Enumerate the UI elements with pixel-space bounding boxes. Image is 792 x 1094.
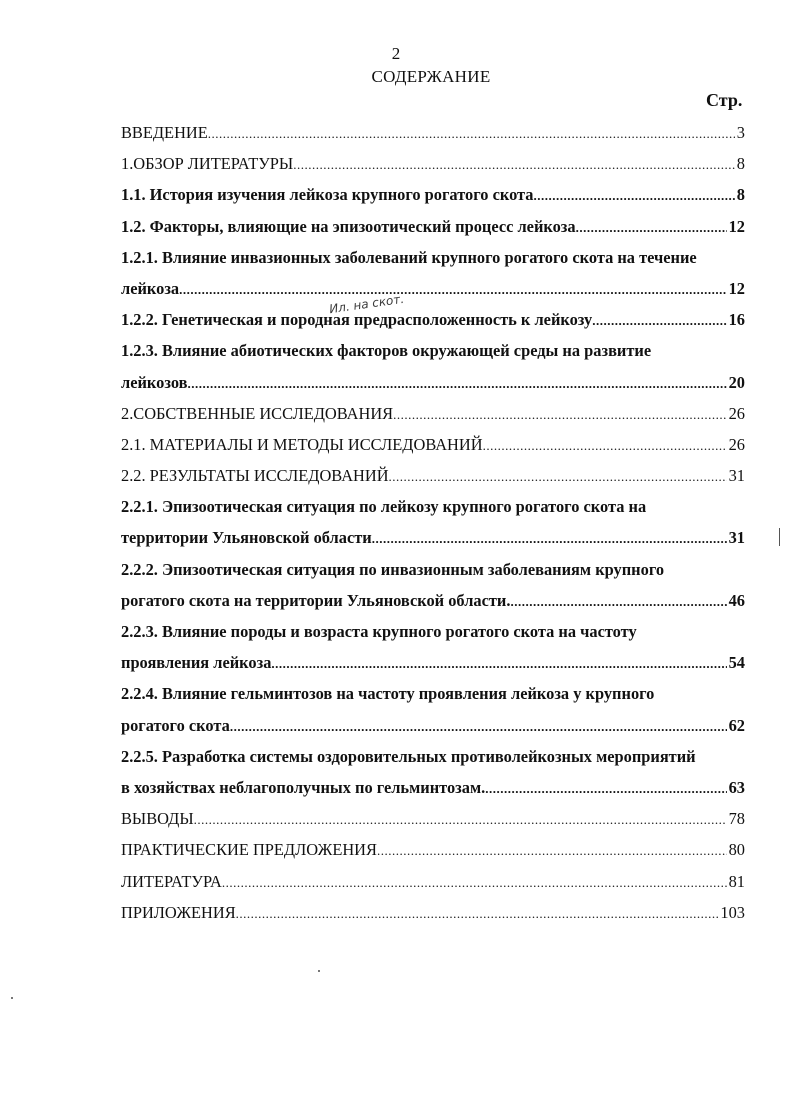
toc-page-number: 78 — [728, 809, 745, 829]
dot-leader — [534, 180, 735, 211]
toc-entry-text: 2.1. МАТЕРИАЛЫ И МЕТОДЫ ИССЛЕДОВАНИЙ — [121, 434, 483, 454]
dot-leader — [293, 149, 735, 180]
toc-page-number: 31 — [728, 528, 745, 548]
scan-speck — [11, 997, 13, 999]
toc-line — [121, 585, 745, 616]
margin-mark — [779, 528, 780, 546]
dot-leader — [187, 368, 726, 399]
toc-page-number: 26 — [728, 403, 745, 423]
toc-entry-text: 2.2.2. Эпизоотическая ситуация по инвазионным заболеваниям крупного — [121, 559, 665, 579]
toc-line — [121, 242, 745, 273]
toc-line — [121, 117, 745, 148]
toc-page-number: 31 — [728, 466, 745, 486]
toc-page-number: 12 — [728, 216, 745, 236]
dot-leader — [510, 586, 726, 617]
toc-entry-text: рогатого скота на территории Ульяновской области. — [121, 590, 511, 610]
toc-entry-text: в хозяйствах неблагополучных по гельминтозам. — [121, 777, 486, 797]
dot-leader — [483, 430, 727, 461]
toc-line — [121, 211, 745, 242]
dot-leader — [222, 867, 727, 898]
toc-entry — [121, 803, 745, 834]
toc-entry — [121, 398, 745, 429]
toc-entry-text: ПРИЛОЖЕНИЯ — [121, 902, 236, 922]
dot-leader — [236, 898, 719, 929]
toc-entry-text: территории Ульяновской области — [121, 528, 372, 548]
toc-entry-text: лейкоза — [121, 278, 180, 298]
page-number: 2 — [391, 44, 401, 63]
page-title: СОДЕРЖАНИЕ — [371, 67, 491, 86]
toc-page-number: 46 — [728, 590, 745, 610]
dot-leader — [179, 274, 726, 305]
toc-line — [121, 335, 745, 366]
toc-entry-text: ВВЕДЕНИЕ — [121, 123, 208, 142]
toc-entry — [121, 304, 745, 335]
toc-entry — [121, 491, 745, 553]
toc-entry — [121, 678, 745, 740]
dot-leader — [377, 835, 727, 866]
toc-entry-text: 2.2.3. Влияние породы и возраста крупного рогатого скота на частоту — [121, 622, 637, 641]
page-column-header: Стр. — [706, 90, 743, 110]
toc-page-number: 62 — [728, 715, 745, 735]
toc-entry-text: 1.2.2. Генетическая и породная предрасположенность к лейкозу — [121, 310, 593, 330]
toc-line — [121, 367, 745, 398]
toc-entry — [121, 335, 745, 397]
toc-entry-text: 1.2.1. Влияние инвазионных заболеваний крупного рогатого скота на течение — [121, 247, 697, 267]
toc-line — [121, 710, 745, 741]
toc-page-number: 20 — [728, 372, 745, 392]
dot-leader — [208, 118, 735, 149]
dot-leader — [592, 305, 726, 336]
toc-entry — [121, 741, 745, 803]
toc-line — [121, 772, 745, 803]
scan-speck — [318, 970, 320, 972]
toc-line — [121, 803, 745, 834]
toc-entry — [121, 616, 745, 678]
toc-entry — [121, 834, 745, 865]
toc-line — [121, 398, 745, 429]
toc-page-number: 8 — [736, 185, 745, 205]
toc-line — [121, 460, 745, 491]
toc-line — [121, 491, 745, 522]
toc-page-number: 80 — [728, 840, 745, 860]
toc-line — [121, 834, 745, 865]
dot-leader — [271, 648, 726, 679]
toc-page-number: 54 — [728, 653, 745, 673]
toc-line — [121, 304, 745, 335]
toc-line — [121, 148, 745, 179]
toc-entry — [121, 554, 745, 616]
toc-line — [121, 522, 745, 553]
toc-entry-text: 2.2. РЕЗУЛЬТАТЫ ИССЛЕДОВАНИЙ — [121, 466, 389, 486]
toc-entry — [121, 897, 745, 928]
toc-entry-text: 2.2.5. Разработка системы оздоровительных противолейкозных мероприятий — [121, 746, 696, 766]
toc-line — [121, 647, 745, 678]
toc-entry-text: рогатого скота — [121, 715, 230, 735]
toc-entry — [121, 460, 745, 491]
toc-page-number: 63 — [728, 777, 745, 797]
toc-entry — [121, 866, 745, 897]
dot-leader — [194, 804, 727, 835]
toc-line — [121, 678, 745, 709]
dot-leader — [393, 399, 727, 430]
dot-leader — [372, 523, 727, 554]
toc-entry — [121, 179, 745, 210]
toc-entry-text: лейкозов — [121, 372, 188, 392]
toc-page-number: 81 — [728, 871, 745, 891]
toc-entry-text: 2.СОБСТВЕННЫЕ ИССЛЕДОВАНИЯ — [121, 403, 394, 423]
toc-entry-text: 1.2. Факторы, влияющие на эпизоотический процесс лейкоза — [121, 216, 576, 236]
toc-entry — [121, 429, 745, 460]
toc-page-number: 26 — [728, 434, 745, 454]
toc-entry-text: 1.1. История изучения лейкоза крупного рогатого скота — [121, 185, 534, 205]
toc-page-number: 103 — [720, 902, 745, 922]
toc-line — [121, 554, 745, 585]
toc-entry — [121, 117, 745, 148]
handwritten-note: Ил. на скот. — [328, 291, 405, 317]
toc-page-number: 12 — [728, 278, 745, 298]
toc-entry — [121, 242, 745, 304]
toc-entry-text: ЛИТЕРАТУРА — [121, 871, 222, 891]
toc-entry-text: 2.2.4. Влияние гельминтозов на частоту проявления лейкоза у крупного — [121, 684, 655, 704]
toc-page-number: 16 — [728, 310, 745, 330]
toc-entry — [121, 148, 745, 179]
toc-entry-text: ПРАКТИЧЕСКИЕ ПРЕДЛОЖЕНИЯ — [121, 840, 377, 860]
toc-entry-text: 1.2.3. Влияние абиотических факторов окружающей среды на развитие — [121, 341, 652, 361]
toc-entry-text: ВЫВОДЫ — [121, 809, 194, 829]
toc-line — [121, 179, 745, 210]
toc-entry — [121, 211, 745, 242]
dot-leader — [230, 711, 727, 742]
toc-entry-text: проявления лейкоза — [121, 653, 272, 673]
toc-page-number: 8 — [736, 154, 745, 174]
toc-line — [121, 429, 745, 460]
toc-page-number: 3 — [736, 123, 745, 142]
toc-line — [121, 741, 745, 772]
toc-line — [121, 273, 745, 304]
toc-entry-text: 1.ОБЗОР ЛИТЕРАТУРЫ — [121, 154, 294, 174]
toc-line — [121, 616, 745, 647]
dot-leader — [485, 773, 726, 804]
toc-line — [121, 897, 745, 928]
dot-leader — [576, 212, 727, 243]
table-of-contents — [121, 117, 745, 928]
toc-line — [121, 866, 745, 897]
dot-leader — [389, 461, 727, 492]
toc-entry-text: 2.2.1. Эпизоотическая ситуация по лейкозу крупного рогатого скота на — [121, 497, 647, 517]
